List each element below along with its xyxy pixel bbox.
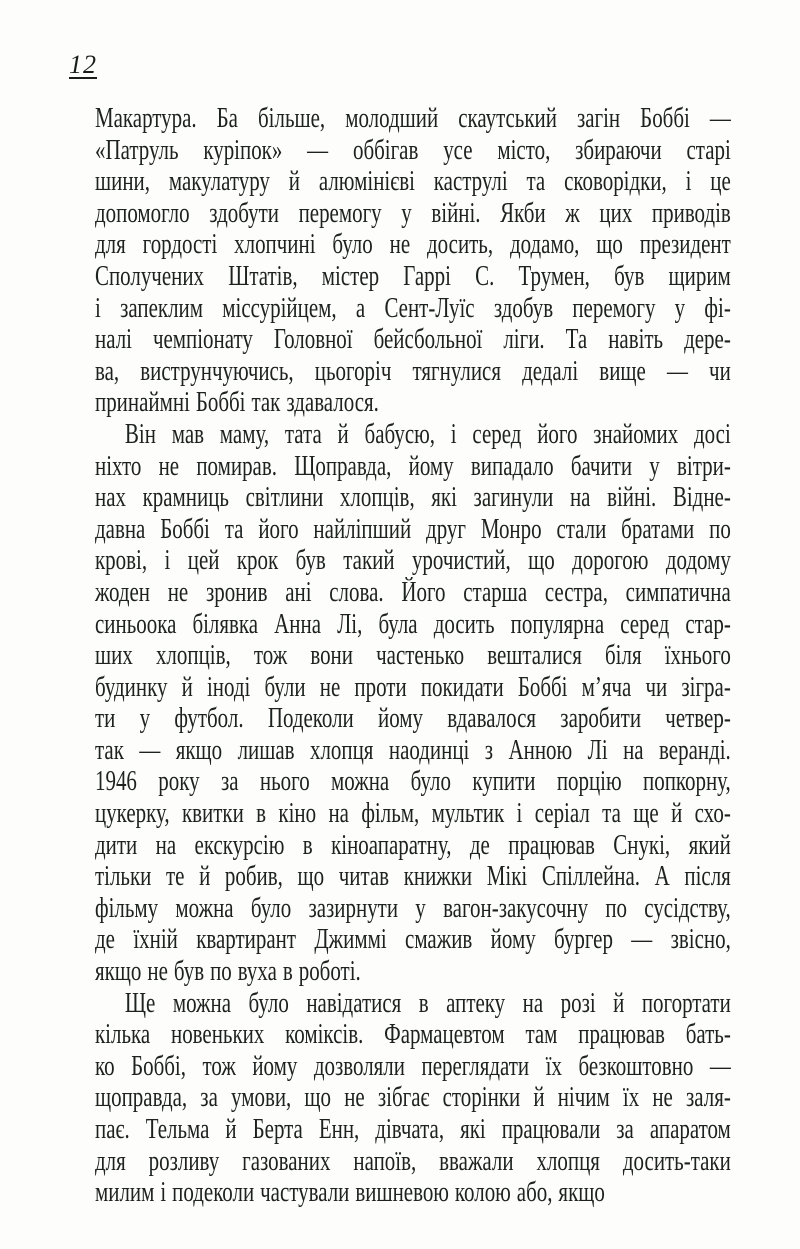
text-line: давна Боббі та його найліпший друг Монро стали братами по: [95, 513, 731, 545]
text-line: для гордості хлопчині було не досить, додамо, що президент: [95, 229, 731, 261]
text-line: будинку й іноді були не проти покидати Боббі м’яча чи зігра-: [95, 671, 731, 703]
text-line: шини, макулатуру й алюмінієві каструлі та сковорідки, і це: [95, 166, 731, 198]
text-line: кілька новеньких коміксів. Фармацевтом там працював бать-: [95, 1019, 731, 1051]
text-line: і запеклим міссурійцем, а Сент-Луїс здобув перемогу у фі-: [95, 292, 731, 324]
text-line: Макартура. Ба більше, молодший скаутський загін Боббі —: [95, 103, 731, 134]
text-line: Ще можна було навідатися в аптеку на розі й погортати: [124, 987, 731, 1019]
text-line: де їхній квартирант Джиммі смажив йому бургер — звісно,: [95, 924, 731, 956]
text-line: налі чемпіонату Головної бейсбольної ліги. Та навіть дере-: [95, 324, 731, 356]
paragraph: [95, 103, 731, 419]
text-line: так — якщо лишав хлопця наодинці з Анною Лі на веранді.: [95, 734, 731, 766]
text-line: дити на екскурсію в кіноапаратну, де працював Снукі, який: [95, 829, 731, 861]
text-line: ва, виструнчуючись, цьогоріч тягнулися дедалі вище — чи: [95, 355, 731, 387]
text-line: ніхто не помирав. Щоправда, йому випадало бачити у вітри-: [95, 450, 731, 482]
text-line: пає. Тельма й Берта Енн, дівчата, які працювали за апаратом: [95, 1114, 731, 1145]
text-line: крові, і цей крок був такий урочистий, що дорогою додому: [95, 545, 731, 577]
text-line: для розливу газованих напоїв, вважали хлопця досить-таки: [95, 1145, 731, 1177]
body-text: [95, 103, 731, 1209]
text-line: Він мав маму, тата й бабусю, і серед його знайомих досі: [124, 418, 731, 450]
text-line: тільки те й робив, що читав книжки Мікі Спіллейна. А після: [95, 861, 731, 893]
text-line: цукерку, квитки в кіно на фільм, мультик і серіал та ще й схо-: [95, 798, 731, 830]
text-line: фільму можна було зазирнути у вагон-закусочну по сусідству,: [95, 892, 731, 924]
text-line: милим і подеколи частували вишневою колою або, якщо: [95, 1177, 605, 1209]
text-line: ти у футбол. Подеколи йому вдавалося заробити четвер-: [95, 703, 731, 735]
text-line: 1946 року за нього можна було купити порцію попкорну,: [95, 766, 731, 798]
paragraph: [95, 988, 731, 1209]
text-line: ших хлопців, тож вони частенько вешталися біля їхнього: [95, 640, 731, 672]
text-line: нах крамниць світлини хлопців, які загинули на війні. Відне-: [95, 482, 731, 514]
text-line: «Патруль куріпок» — оббігав усе місто, збираючи старі: [95, 134, 731, 166]
text-line: щоправда, за умови, що не зібгає сторінки й нічим їх не заля-: [95, 1082, 731, 1114]
text-line: жоден не зронив ані слова. Його старша сестра, симпатична: [95, 576, 731, 608]
paragraph: [95, 419, 731, 988]
page-number: 12: [69, 50, 97, 79]
text-line: Сполучених Штатів, містер Гаррі С. Трумен, був щирим: [95, 260, 731, 292]
text-line: допомогло здобути перемогу у війні. Якби ж цих приводів: [95, 197, 731, 229]
text-line: синьоока білявка Анна Лі, була досить популярна серед стар-: [95, 608, 731, 640]
text-line: принаймні Боббі так здавалося.: [95, 387, 379, 419]
text-line: ко Боббі, тож йому дозволяли переглядати їх безкоштовно —: [95, 1050, 731, 1082]
text-line: якщо не був по вуха в роботі.: [95, 956, 361, 988]
